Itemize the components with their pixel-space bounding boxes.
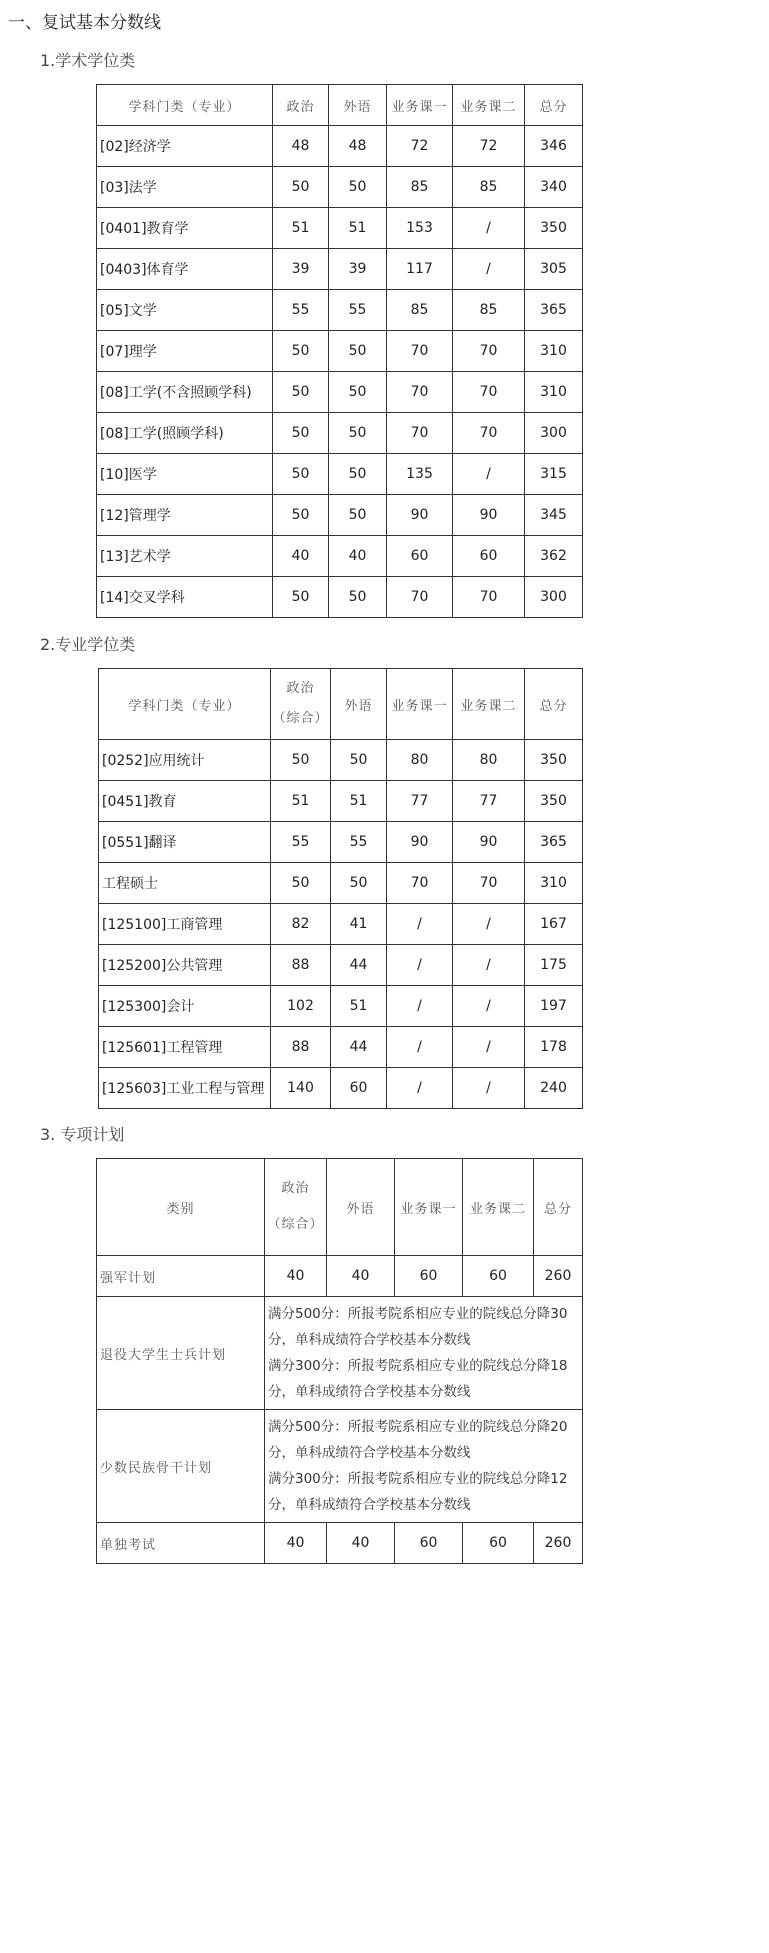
special-heading: 3. 专项计划	[40, 1125, 125, 1144]
row-label: 单独考试	[97, 1523, 265, 1564]
cell-language: 55	[331, 822, 387, 863]
table-row	[99, 945, 583, 986]
cell-course1: 60	[395, 1523, 463, 1564]
row-label: [08]工学(不含照顾学科)	[97, 372, 273, 413]
cell-total: 340	[525, 167, 583, 208]
cell-politics: 50	[273, 577, 329, 618]
cell-course1: 90	[387, 822, 453, 863]
cell-course1: 90	[387, 495, 453, 536]
cell-language: 50	[329, 577, 387, 618]
col-header-politics-line2: （综合）	[267, 1217, 324, 1232]
table-row	[97, 1256, 583, 1297]
table-row	[97, 126, 583, 167]
cell-total: 240	[525, 1068, 583, 1109]
col-header-politics-line1: 政治	[286, 681, 315, 696]
cell-language: 50	[329, 331, 387, 372]
cell-course1: 80	[387, 740, 453, 781]
cell-total: 167	[525, 904, 583, 945]
col-header-course2: 业务课二	[453, 669, 525, 740]
cell-total: 350	[525, 208, 583, 249]
row-label: 退役大学生士兵计划	[97, 1297, 265, 1410]
col-header-course1: 业务课一	[387, 669, 453, 740]
col-header-course1: 业务课一	[387, 85, 453, 126]
table-row	[97, 1523, 583, 1564]
cell-language: 50	[329, 454, 387, 495]
row-label: 工程硕士	[99, 863, 271, 904]
cell-total: 350	[525, 740, 583, 781]
row-label: 强军计划	[97, 1256, 265, 1297]
cell-course1: 153	[387, 208, 453, 249]
cell-course1: 60	[387, 536, 453, 577]
cell-total: 310	[525, 372, 583, 413]
cell-language: 51	[331, 781, 387, 822]
table-row	[99, 781, 583, 822]
cell-total: 365	[525, 290, 583, 331]
cell-total: 362	[525, 536, 583, 577]
col-header-politics	[265, 1159, 327, 1256]
cell-course2: 90	[453, 822, 525, 863]
cell-total: 345	[525, 495, 583, 536]
cell-language: 41	[331, 904, 387, 945]
row-label: [08]工学(照顾学科)	[97, 413, 273, 454]
row-label: [125601]工程管理	[99, 1027, 271, 1068]
cell-total: 300	[525, 577, 583, 618]
cell-course1: /	[387, 904, 453, 945]
cell-course2: 90	[453, 495, 525, 536]
col-header-language: 外语	[329, 85, 387, 126]
row-label: [125100]工商管理	[99, 904, 271, 945]
cell-language: 50	[329, 167, 387, 208]
row-label: [125603]工业工程与管理	[99, 1068, 271, 1109]
cell-total: 315	[525, 454, 583, 495]
cell-language: 40	[329, 536, 387, 577]
table-row	[99, 822, 583, 863]
cell-course2: 70	[453, 413, 525, 454]
note-line: 满分300分：所报考院系相应专业的院线总分降12分，单科成绩符合学校基本分数线	[268, 1471, 568, 1513]
cell-course1: 85	[387, 290, 453, 331]
minority-notes-cell	[265, 1410, 583, 1523]
cell-language: 60	[331, 1068, 387, 1109]
col-header-subject: 学科门类（专业）	[97, 85, 273, 126]
row-label: [03]法学	[97, 167, 273, 208]
cell-politics: 140	[271, 1068, 331, 1109]
cell-politics: 39	[273, 249, 329, 290]
cell-language: 51	[331, 986, 387, 1027]
cell-total: 175	[525, 945, 583, 986]
row-label: [14]交叉学科	[97, 577, 273, 618]
table-row	[97, 454, 583, 495]
table-row	[97, 536, 583, 577]
cell-course1: 70	[387, 577, 453, 618]
cell-politics: 82	[271, 904, 331, 945]
special-header-row	[97, 1159, 583, 1256]
row-label: [13]艺术学	[97, 536, 273, 577]
table-row	[97, 495, 583, 536]
cell-language: 44	[331, 945, 387, 986]
cell-language: 55	[329, 290, 387, 331]
cell-politics: 48	[273, 126, 329, 167]
table-row	[97, 577, 583, 618]
table-row	[97, 372, 583, 413]
cell-course2: /	[453, 1027, 525, 1068]
cell-language: 40	[327, 1523, 395, 1564]
cell-course2: 60	[453, 536, 525, 577]
cell-politics: 50	[273, 167, 329, 208]
cell-course1: /	[387, 945, 453, 986]
col-header-total: 总分	[534, 1159, 583, 1256]
cell-course1: 77	[387, 781, 453, 822]
cell-course2: 70	[453, 331, 525, 372]
cell-politics: 88	[271, 945, 331, 986]
col-header-politics-line1: 政治	[281, 1181, 310, 1196]
cell-course2: 70	[453, 577, 525, 618]
cell-total: 178	[525, 1027, 583, 1068]
cell-language: 48	[329, 126, 387, 167]
cell-politics: 50	[273, 331, 329, 372]
special-table	[96, 1158, 583, 1564]
table-row	[99, 1068, 583, 1109]
col-header-language: 外语	[327, 1159, 395, 1256]
col-header-subject: 学科门类（专业）	[99, 669, 271, 740]
table-row	[99, 863, 583, 904]
cell-total: 350	[525, 781, 583, 822]
cell-total: 310	[525, 331, 583, 372]
cell-course1: 70	[387, 413, 453, 454]
cell-politics: 40	[265, 1256, 327, 1297]
cell-language: 50	[329, 372, 387, 413]
cell-language: 50	[331, 740, 387, 781]
cell-politics: 40	[273, 536, 329, 577]
cell-politics: 40	[265, 1523, 327, 1564]
cell-total: 310	[525, 863, 583, 904]
note-line: 满分500分：所报考院系相应专业的院线总分降30分，单科成绩符合学校基本分数线	[268, 1306, 568, 1348]
cell-course2: 80	[453, 740, 525, 781]
cell-total: 346	[525, 126, 583, 167]
cell-course1: /	[387, 1027, 453, 1068]
col-header-total: 总分	[525, 669, 583, 740]
page-title: 一、复试基本分数线	[8, 13, 161, 33]
cell-course1: 135	[387, 454, 453, 495]
cell-politics: 102	[271, 986, 331, 1027]
cell-course1: 70	[387, 372, 453, 413]
professional-table	[98, 668, 583, 1109]
table-row	[97, 331, 583, 372]
cell-total: 305	[525, 249, 583, 290]
cell-total: 300	[525, 413, 583, 454]
cell-course1: /	[387, 1068, 453, 1109]
academic-header-row	[97, 85, 583, 126]
cell-course2: 85	[453, 290, 525, 331]
cell-language: 50	[329, 495, 387, 536]
cell-politics: 88	[271, 1027, 331, 1068]
table-row	[99, 986, 583, 1027]
row-label: [12]管理学	[97, 495, 273, 536]
cell-course2: 77	[453, 781, 525, 822]
table-row	[97, 1297, 583, 1410]
academic-table	[96, 84, 583, 618]
cell-total: 365	[525, 822, 583, 863]
cell-course2: /	[453, 1068, 525, 1109]
cell-course2: /	[453, 208, 525, 249]
row-label: [10]医学	[97, 454, 273, 495]
cell-course1: 70	[387, 863, 453, 904]
row-label: [125300]会计	[99, 986, 271, 1027]
academic-heading: 1.学术学位类	[40, 51, 136, 70]
cell-politics: 51	[273, 208, 329, 249]
row-label: [05]文学	[97, 290, 273, 331]
cell-course1: 72	[387, 126, 453, 167]
table-row	[97, 413, 583, 454]
row-label: 少数民族骨干计划	[97, 1410, 265, 1523]
col-header-course2: 业务课二	[463, 1159, 534, 1256]
cell-course2: /	[453, 454, 525, 495]
cell-total: 197	[525, 986, 583, 1027]
cell-language: 40	[327, 1256, 395, 1297]
cell-politics: 50	[273, 413, 329, 454]
col-header-course1: 业务课一	[395, 1159, 463, 1256]
cell-course1: 117	[387, 249, 453, 290]
cell-language: 50	[329, 413, 387, 454]
row-label: [0252]应用统计	[99, 740, 271, 781]
cell-course2: /	[453, 904, 525, 945]
col-header-category: 类别	[97, 1159, 265, 1256]
table-row	[97, 208, 583, 249]
row-label: [0451]教育	[99, 781, 271, 822]
cell-politics: 50	[273, 454, 329, 495]
cell-politics: 50	[273, 372, 329, 413]
cell-course1: 60	[395, 1256, 463, 1297]
col-header-politics-line2: （综合）	[272, 711, 329, 726]
cell-course2: /	[453, 249, 525, 290]
cell-politics: 50	[271, 863, 331, 904]
cell-politics: 50	[273, 495, 329, 536]
table-row	[99, 740, 583, 781]
cell-politics: 51	[271, 781, 331, 822]
cell-politics: 55	[273, 290, 329, 331]
row-label: [0551]翻译	[99, 822, 271, 863]
cell-language: 44	[331, 1027, 387, 1068]
cell-course2: /	[453, 945, 525, 986]
cell-course2: /	[453, 986, 525, 1027]
professional-header-row	[99, 669, 583, 740]
row-label: [02]经济学	[97, 126, 273, 167]
col-header-politics: 政治	[273, 85, 329, 126]
table-row	[97, 290, 583, 331]
cell-course1: 85	[387, 167, 453, 208]
cell-language: 51	[329, 208, 387, 249]
table-row	[97, 1410, 583, 1523]
professional-heading: 2.专业学位类	[40, 635, 136, 654]
cell-politics: 50	[271, 740, 331, 781]
retired-notes-cell	[265, 1297, 583, 1410]
col-header-language: 外语	[331, 669, 387, 740]
cell-course1: /	[387, 986, 453, 1027]
cell-language: 50	[331, 863, 387, 904]
cell-course2: 60	[463, 1256, 534, 1297]
table-row	[97, 167, 583, 208]
cell-course2: 60	[463, 1523, 534, 1564]
note-line: 满分500分：所报考院系相应专业的院线总分降20分，单科成绩符合学校基本分数线	[268, 1419, 568, 1461]
cell-course2: 72	[453, 126, 525, 167]
cell-language: 39	[329, 249, 387, 290]
row-label: [0403]体育学	[97, 249, 273, 290]
row-label: [125200]公共管理	[99, 945, 271, 986]
table-row	[97, 249, 583, 290]
col-header-politics	[271, 669, 331, 740]
row-label: [0401]教育学	[97, 208, 273, 249]
cell-course2: 70	[453, 372, 525, 413]
table-row	[99, 904, 583, 945]
cell-total: 260	[534, 1523, 583, 1564]
note-line: 满分300分：所报考院系相应专业的院线总分降18分，单科成绩符合学校基本分数线	[268, 1358, 568, 1400]
col-header-total: 总分	[525, 85, 583, 126]
cell-course1: 70	[387, 331, 453, 372]
table-row	[99, 1027, 583, 1068]
row-label: [07]理学	[97, 331, 273, 372]
cell-course2: 70	[453, 863, 525, 904]
cell-politics: 55	[271, 822, 331, 863]
cell-total: 260	[534, 1256, 583, 1297]
cell-course2: 85	[453, 167, 525, 208]
col-header-course2: 业务课二	[453, 85, 525, 126]
